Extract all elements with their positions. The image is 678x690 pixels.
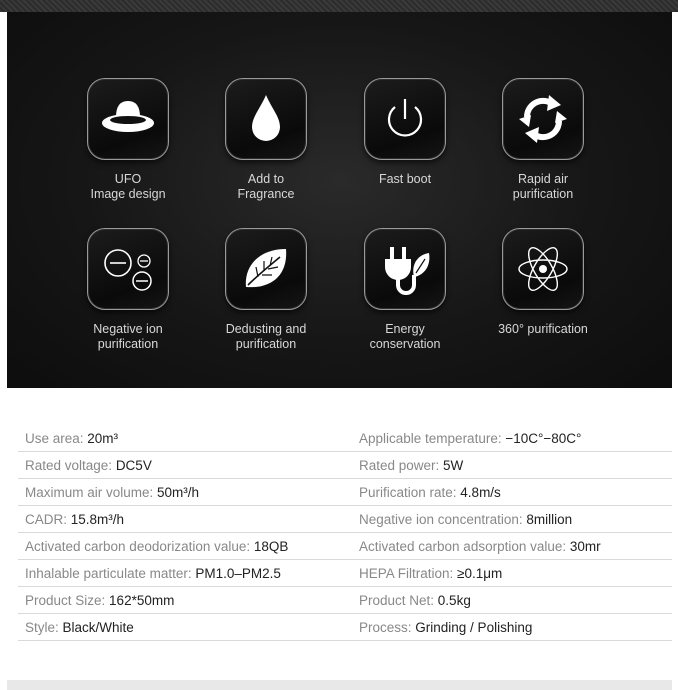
feature-rapid-purification bbox=[468, 78, 618, 202]
feature-label: Negative ion purification bbox=[93, 322, 163, 351]
ufo-icon bbox=[87, 78, 169, 160]
feature-negative-ion bbox=[53, 228, 203, 352]
table-row bbox=[18, 560, 672, 587]
top-texture-strip bbox=[0, 0, 678, 12]
spec-cell: Rated power: 5W bbox=[359, 457, 464, 473]
feature-ufo-design bbox=[53, 78, 203, 202]
spec-cell: CADR: 15.8m³/h bbox=[25, 511, 125, 527]
atom-icon bbox=[502, 228, 584, 310]
table-row bbox=[18, 452, 672, 479]
table-row bbox=[18, 425, 672, 452]
spec-cell: Negative ion concentration: 8million bbox=[359, 511, 573, 527]
water-drop-icon bbox=[225, 78, 307, 160]
refresh-cycle-icon bbox=[502, 78, 584, 160]
spec-cell: HEPA Filtration: ≥0.1μm bbox=[359, 565, 503, 581]
feature-label: Energy conservation bbox=[369, 322, 441, 351]
bottom-divider-bar bbox=[7, 680, 672, 690]
feature-360-purification bbox=[468, 228, 618, 337]
table-row bbox=[18, 479, 672, 506]
feature-dedusting bbox=[191, 228, 341, 352]
feature-label: Add to Fragrance bbox=[237, 172, 295, 201]
spec-cell: Purification rate: 4.8m/s bbox=[359, 484, 501, 500]
spec-cell: Maximum air volume: 50m³/h bbox=[25, 484, 200, 500]
spec-cell: Activated carbon adsorption value: 30mr bbox=[359, 538, 601, 554]
negative-ion-icon bbox=[87, 228, 169, 310]
feature-fragrance bbox=[191, 78, 341, 202]
feature-label: Fast boot bbox=[378, 172, 432, 186]
specifications-table bbox=[18, 425, 672, 641]
eco-plug-icon bbox=[364, 228, 446, 310]
spec-cell: Inhalable particulate matter: PM1.0–PM2.5 bbox=[25, 565, 281, 581]
spec-cell: Activated carbon deodorization value: 18QB bbox=[25, 538, 289, 554]
spec-cell: Product Net: 0.5kg bbox=[359, 592, 471, 608]
spec-cell: Use area: 20m³ bbox=[25, 430, 119, 446]
spec-cell: Product Size: 162*50mm bbox=[25, 592, 175, 608]
table-row bbox=[18, 506, 672, 533]
table-row bbox=[18, 533, 672, 560]
feature-label: Dedusting and purification bbox=[225, 322, 307, 351]
features-panel bbox=[7, 12, 672, 388]
feature-label: 360° purification bbox=[498, 322, 588, 336]
spec-cell: Style: Black/White bbox=[25, 619, 134, 635]
spec-cell: Applicable temperature: −10C°−80C° bbox=[359, 430, 582, 446]
feature-label: Rapid air purification bbox=[512, 172, 574, 201]
power-icon bbox=[364, 78, 446, 160]
feature-energy bbox=[330, 228, 480, 352]
leaf-icon bbox=[225, 228, 307, 310]
spec-cell: Rated voltage: DC5V bbox=[25, 457, 152, 473]
feature-label: UFO Image design bbox=[90, 172, 166, 201]
table-row bbox=[18, 587, 672, 614]
table-row bbox=[18, 614, 672, 641]
spec-cell: Process: Grinding / Polishing bbox=[359, 619, 533, 635]
feature-fast-boot bbox=[330, 78, 480, 187]
